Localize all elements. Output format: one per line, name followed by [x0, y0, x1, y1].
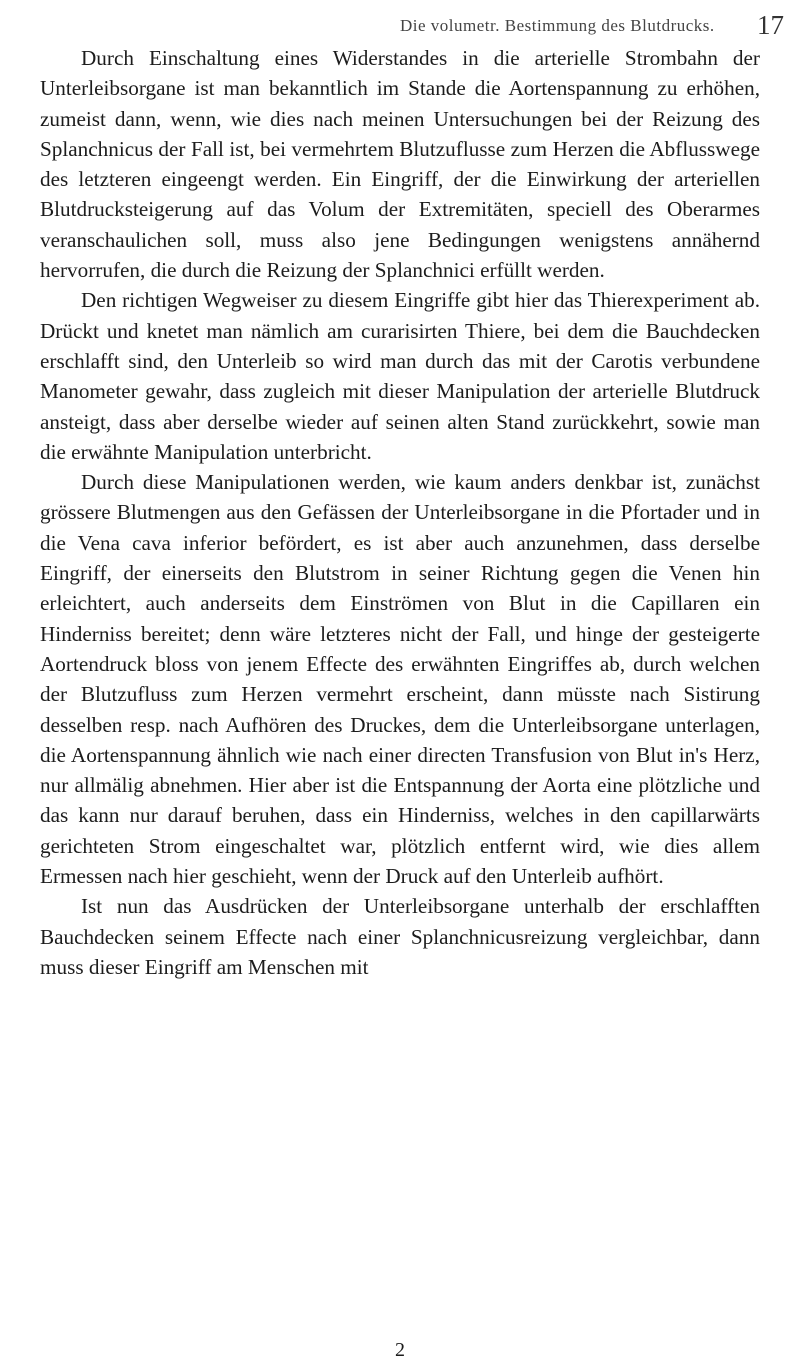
- paragraph: Ist nun das Ausdrücken der Unterleibsorgane unterhalb der erschlafften Bauchdecken seinem Effecte nach einer Splanchnicusreizung vergleichbar, dann muss dieser Eingriff am Menschen mit: [40, 894, 760, 979]
- page-number: 17: [757, 10, 784, 40]
- paragraph: Durch diese Manipulationen werden, wie kaum anders denkbar ist, zunächst grössere Blutmengen aus den Gefässen der Unterleibsorgane in die Pfortader und in die Vena cava inferior befördert, es ist aber auch anzunehmen, dass derselbe Eingriff, der einerseits den Blutstrom in seiner Richtung gegen die Venen hin erleichtert, auch anderseits dem Einströmen von Blut in die Capillaren ein Hinderniss bereitet; denn wäre letzteres nicht der Fall, und hinge der gesteigerte Aortendruck bloss von jenem Effecte des erwähnten Eingriffes ab, durch welchen der Blutzufluss zum Herzen vermehrt erscheint, dann müsste nach Sistirung desselben resp. nach Aufhören des Druckes, dem die Unterleibsorgane unterlagen, die Aortenspannung ähnlich wie nach einer directen Transfusion von Blut in's Herz, nur allmälig abnehmen. Hier aber ist die Entspannung der Aorta eine plötzliche und das kann nur darauf beruhen, dass ein Hinderniss, welches in den capillarwärts gerichteten Strom eingeschaltet war, plötzlich entfernt wird, wie dies allem Ermessen nach hier geschieht, wenn der Druck auf den Unterleib aufhört.: [40, 470, 760, 889]
- paragraph: Durch Einschaltung eines Widerstandes in die arterielle Strombahn der Unterleibsorgane ist man bekanntlich im Stande die Aortenspannung zu erhöhen, zumeist dann, wenn, wie dies nach meinen Untersuchungen bei der Reizung des Splanchnicus der Fall ist, bei vermehrtem Blutzuflusse zum Herzen die Abflusswege des letzteren eingeengt werden. Ein Eingriff, der die Einwirkung der arteriellen Blutdrucksteigerung auf das Volum der Extremitäten, speciell des Oberarmes veranschaulichen soll, muss also jene Bedingungen wenigstens annähernd hervorrufen, die durch die Reizung der Splanchnici erfüllt werden.: [40, 46, 760, 283]
- running-title: Die volumetr. Bestimmung des Blutdrucks.: [400, 16, 715, 35]
- running-head: [0, 10, 800, 40]
- paragraph: Den richtigen Wegweiser zu diesem Eingriffe gibt hier das Thierexperiment ab. Drückt und knetet man nämlich am curarisirten Thiere, bei dem die Bauchdecken erschlafft sind, den Unterleib so wird man durch das mit der Carotis verbundene Manometer gewahr, dass zugleich mit dieser Manipulation der arterielle Blutdruck ansteigt, dass aber derselbe wieder auf seinen alten Stand zurückkehrt, sowie man die erwähnte Manipulation unterbricht.: [40, 288, 760, 464]
- signature-mark: 2: [395, 1339, 405, 1361]
- body-text: [40, 43, 760, 982]
